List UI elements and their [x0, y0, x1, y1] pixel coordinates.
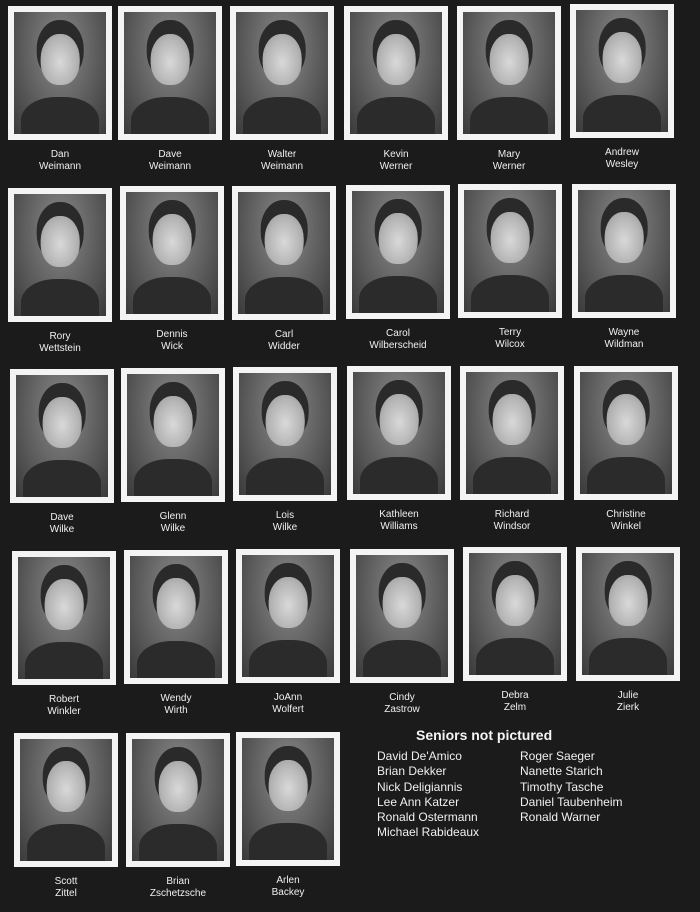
- first-name: Rory: [49, 331, 71, 342]
- portrait-card: [12, 551, 116, 718]
- first-name: Dave: [50, 512, 74, 523]
- portrait-card: [8, 6, 112, 173]
- first-name: Kevin: [383, 149, 409, 160]
- not-pictured-title: Seniors not pictured: [416, 727, 553, 743]
- portrait-caption: [576, 690, 680, 714]
- portrait-caption: [233, 510, 337, 534]
- last-name: Weimann: [260, 161, 304, 172]
- portrait-photo: [230, 6, 334, 140]
- portrait-caption: [572, 327, 676, 351]
- list-item: Lee Ann Katzer: [377, 794, 460, 809]
- list-item: Nanette Starich: [520, 764, 603, 779]
- portrait-card: [8, 188, 112, 355]
- portrait-photo: [458, 184, 562, 318]
- portrait-caption: [346, 328, 450, 352]
- last-name: Weimann: [38, 161, 82, 172]
- portrait-caption: [14, 876, 118, 900]
- portrait-card: [458, 184, 562, 351]
- portrait-card: [346, 185, 450, 352]
- portrait-photo: [347, 366, 451, 500]
- first-name: Terry: [498, 327, 522, 338]
- first-name: Brian: [166, 876, 190, 887]
- portrait-card: [344, 6, 448, 173]
- first-name: Julie: [617, 690, 639, 701]
- portrait-card: [570, 4, 674, 171]
- portrait-caption: [8, 149, 112, 173]
- portrait-caption: [457, 149, 561, 173]
- last-name: Weimann: [148, 161, 192, 172]
- last-name: Wilcox: [495, 339, 525, 350]
- first-name: Dave: [158, 149, 182, 160]
- last-name: Wilke: [49, 524, 75, 535]
- portrait-caption: [124, 693, 228, 717]
- portrait-caption: [10, 512, 114, 536]
- list-item: Nick Deligiannis: [377, 779, 463, 794]
- portrait-card: [572, 184, 676, 351]
- portrait-card: [120, 186, 224, 353]
- first-name: Dan: [50, 149, 70, 160]
- first-name: Glenn: [159, 511, 187, 522]
- portrait-card: [14, 733, 118, 900]
- portrait-photo: [346, 185, 450, 319]
- portrait-caption: [236, 875, 340, 899]
- portrait-caption: [347, 509, 451, 533]
- last-name: Zittel: [55, 888, 77, 899]
- first-name: Andrew: [605, 147, 639, 158]
- last-name: Werner: [492, 161, 526, 172]
- not-pictured-list-right: [520, 749, 623, 825]
- list-item: Brian Dekker: [377, 764, 447, 779]
- last-name: Winkel: [610, 521, 641, 532]
- last-name: Williams: [380, 521, 418, 532]
- first-name: Cindy: [389, 692, 415, 703]
- portrait-photo: [126, 733, 230, 867]
- list-item: Ronald Warner: [520, 810, 601, 825]
- portrait-photo: [574, 366, 678, 500]
- list-item: Michael Rabideaux: [377, 825, 480, 840]
- portrait-caption: [12, 694, 116, 718]
- portrait-card: [232, 186, 336, 353]
- first-name: Richard: [494, 509, 530, 520]
- not-pictured-list-left: [377, 749, 479, 841]
- portrait-caption: [236, 692, 340, 716]
- last-name: Wick: [161, 341, 183, 352]
- last-name: Zelm: [503, 702, 527, 713]
- first-name: Arlen: [276, 875, 300, 886]
- portrait-photo: [463, 547, 567, 681]
- first-name: Lois: [275, 510, 295, 521]
- portrait-photo: [570, 4, 674, 138]
- portrait-photo: [8, 188, 112, 322]
- first-name: Christine: [606, 509, 646, 520]
- first-name: Mary: [497, 149, 521, 160]
- first-name: Kathleen: [379, 509, 419, 520]
- portrait-photo: [350, 549, 454, 683]
- portrait-card: [463, 547, 567, 714]
- last-name: Wesley: [605, 159, 639, 170]
- first-name: Debra: [501, 690, 529, 701]
- last-name: Wilke: [160, 523, 186, 534]
- portrait-caption: [8, 331, 112, 355]
- portrait-caption: [118, 149, 222, 173]
- list-item: Daniel Taubenheim: [520, 794, 623, 809]
- portrait-caption: [344, 149, 448, 173]
- portrait-photo: [121, 368, 225, 502]
- first-name: Wayne: [608, 327, 640, 338]
- portrait-caption: [570, 147, 674, 171]
- first-name: Wendy: [160, 693, 192, 704]
- first-name: Scott: [54, 876, 78, 887]
- list-item: Roger Saeger: [520, 749, 595, 763]
- portrait-card: [460, 366, 564, 533]
- first-name: JoAnn: [273, 692, 303, 703]
- portrait-caption: [230, 149, 334, 173]
- portrait-photo: [12, 551, 116, 685]
- first-name: Carl: [274, 329, 294, 340]
- portrait-caption: [121, 511, 225, 535]
- portrait-photo: [236, 549, 340, 683]
- portrait-photo: [124, 550, 228, 684]
- portrait-card: [121, 368, 225, 535]
- last-name: Zierk: [616, 702, 640, 713]
- last-name: Wildman: [604, 339, 644, 350]
- last-name: Zastrow: [384, 704, 420, 715]
- portrait-card: [457, 6, 561, 173]
- portrait-photo: [120, 186, 224, 320]
- first-name: Walter: [267, 149, 297, 160]
- last-name: Zschetzsche: [149, 888, 207, 899]
- last-name: Winkler: [47, 706, 81, 717]
- portrait-card: [230, 6, 334, 173]
- portrait-card: [347, 366, 451, 533]
- first-name: Carol: [386, 328, 410, 339]
- last-name: Widder: [268, 341, 300, 352]
- portrait-photo: [10, 369, 114, 503]
- last-name: Wolfert: [272, 704, 304, 715]
- portrait-card: [124, 550, 228, 717]
- first-name: Dennis: [156, 329, 188, 340]
- portrait-photo: [457, 6, 561, 140]
- list-item: David De'Amico: [377, 749, 462, 763]
- portrait-photo: [236, 732, 340, 866]
- portrait-caption: [463, 690, 567, 714]
- portrait-photo: [118, 6, 222, 140]
- portrait-photo: [8, 6, 112, 140]
- portrait-card: [10, 369, 114, 536]
- list-item: Timothy Tasche: [520, 779, 604, 794]
- portrait-photo: [460, 366, 564, 500]
- portrait-caption: [460, 509, 564, 533]
- portrait-photo: [233, 367, 337, 501]
- portrait-card: [233, 367, 337, 534]
- portrait-photo: [572, 184, 676, 318]
- portrait-card: [236, 549, 340, 716]
- portrait-caption: [458, 327, 562, 351]
- last-name: Backey: [271, 887, 305, 898]
- portrait-photo: [344, 6, 448, 140]
- portrait-card: [350, 549, 454, 716]
- last-name: Windsor: [493, 521, 531, 532]
- portrait-card: [574, 366, 678, 533]
- portrait-photo: [232, 186, 336, 320]
- last-name: Wilberscheid: [369, 340, 427, 351]
- last-name: Wilke: [272, 522, 298, 533]
- portrait-caption: [232, 329, 336, 353]
- list-item: Ronald Ostermann: [377, 810, 478, 825]
- last-name: Werner: [379, 161, 413, 172]
- first-name: Robert: [48, 694, 79, 705]
- portrait-caption: [350, 692, 454, 716]
- last-name: Wettstein: [39, 343, 81, 354]
- portrait-caption: [126, 876, 230, 900]
- last-name: Wirth: [164, 705, 188, 716]
- portrait-card: [236, 732, 340, 899]
- portrait-caption: [120, 329, 224, 353]
- portrait-card: [126, 733, 230, 900]
- portrait-photo: [576, 547, 680, 681]
- portrait-card: [118, 6, 222, 173]
- portrait-card: [576, 547, 680, 714]
- portrait-photo: [14, 733, 118, 867]
- portrait-caption: [574, 509, 678, 533]
